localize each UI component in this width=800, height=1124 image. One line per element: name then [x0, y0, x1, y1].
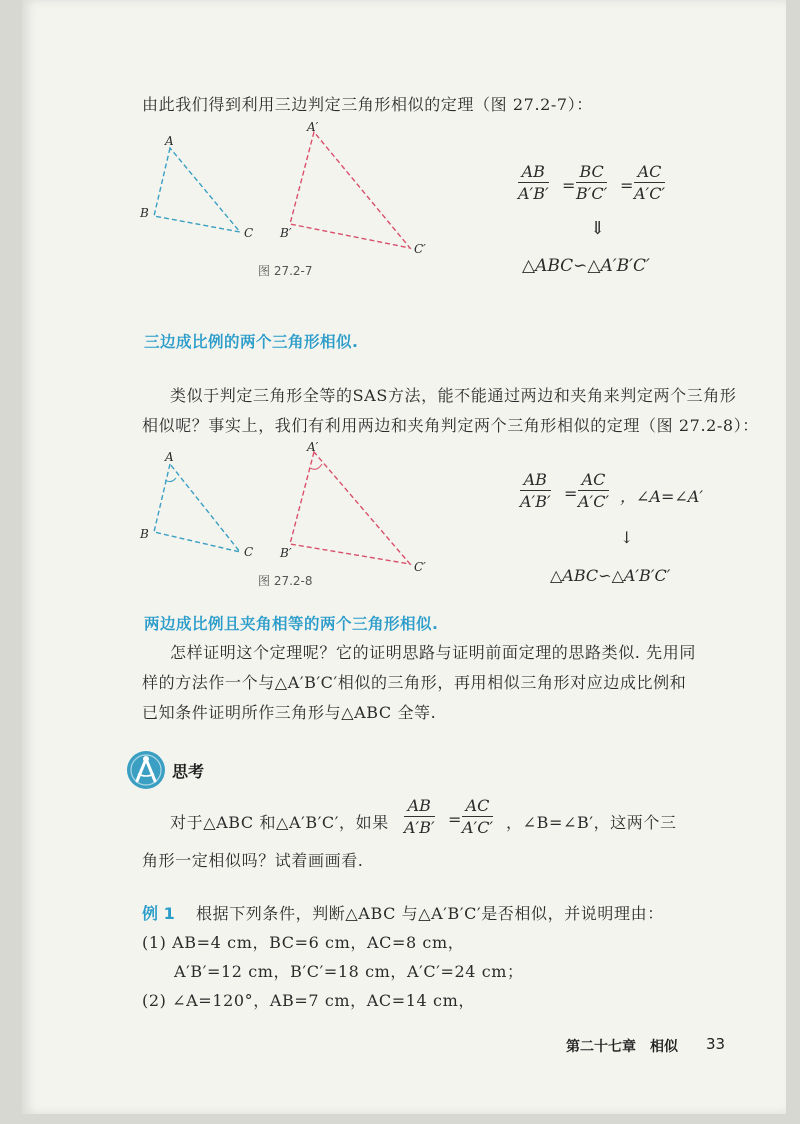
think-frac-ac: $\frac{AC}{A'C'}$ — [462, 796, 494, 837]
formula1-equals-2: = — [620, 176, 634, 195]
fig2-label-b-prime: B′ — [280, 546, 292, 560]
fig1-label-a-prime: A′ — [307, 120, 319, 134]
para3-line3: 已知条件证明所作三角形与△ABC 全等. — [142, 703, 437, 722]
large-triangle — [290, 132, 410, 248]
small-triangle-2 — [154, 464, 240, 552]
think-equals: = — [448, 810, 462, 829]
figure-27-2-8 — [130, 440, 460, 580]
compass-icon — [126, 750, 166, 790]
fig1-label-b-prime: B′ — [280, 226, 292, 240]
formula2-angle-condition: ，∠A=∠A′ — [620, 487, 703, 506]
footer-chapter: 第二十七章 — [566, 1039, 636, 1055]
fig1-label-b: B — [140, 206, 149, 220]
think-title: 思考 — [172, 762, 205, 781]
footer-section: 相似 — [650, 1039, 678, 1055]
fig1-label-c: C — [244, 226, 254, 240]
formula2-frac-ac: $\frac{AC}{A'C'}$ — [578, 470, 610, 511]
formula1-result: △ABC∽△A′B′C′ — [522, 256, 650, 276]
figure-27-2-7 — [130, 120, 460, 270]
large-triangle-2 — [290, 452, 410, 564]
fig1-label-a: A — [165, 134, 174, 148]
think-line1-post: ，∠B=∠B′，这两个三 — [506, 813, 677, 832]
formula2-equals: = — [564, 484, 578, 503]
intro-text: 由此我们得到利用三边判定三角形相似的定理（图 27.2-7）： — [142, 95, 593, 114]
theorem-sas: 两边成比例且夹角相等的两个三角形相似. — [144, 615, 439, 633]
fig2-label-a: A — [165, 450, 174, 464]
fig2-label-a-prime: A′ — [307, 440, 319, 454]
page-number: 33 — [706, 1035, 726, 1053]
example-text: 根据下列条件，判断△ABC 与△A′B′C′是否相似，并说明理由： — [196, 904, 664, 923]
example-item1-line2: A′B′=12 cm，B′C′=18 cm，A′C′=24 cm； — [174, 962, 524, 981]
fig1-caption: 图 27.2-7 — [258, 264, 313, 278]
formula2-result: △ABC∽△A′B′C′ — [550, 566, 671, 585]
formula1-frac-ac: $\frac{AC}{A'C'}$ — [634, 162, 666, 203]
example-item2: (2) ∠A=120°，AB=7 cm，AC=14 cm， — [142, 991, 475, 1010]
think-frac-ab: $\frac{AB}{A'B'}$ — [404, 796, 435, 837]
fig2-caption: 图 27.2-8 — [258, 574, 313, 588]
fig2-label-c: C — [244, 545, 254, 559]
para2-line2: 相似呢？事实上，我们有利用两边和夹角判定两个三角形相似的定理（图 27.2-8）： — [142, 416, 759, 435]
para3-line1: 怎样证明这个定理呢？它的证明思路与证明前面定理的思路类似. 先用同 — [170, 643, 696, 662]
large-angle-arc — [310, 464, 322, 469]
think-line2: 角形一定相似吗？试着画画看. — [142, 851, 364, 870]
formula1-arrow: ⇓ — [590, 218, 606, 239]
example-label: 例 1 — [142, 904, 175, 923]
para2-line1: 类似于判定三角形全等的SAS方法，能不能通过两边和夹角来判定两个三角形 — [170, 386, 737, 405]
fig1-label-c-prime: C′ — [414, 242, 426, 256]
fig2-label-c-prime: C′ — [414, 560, 426, 574]
para3-line2: 样的方法作一个与△A′B′C′相似的三角形，再用相似三角形对应边成比例和 — [142, 673, 687, 692]
formula1-frac-ab: $\frac{AB}{A'B'}$ — [518, 162, 549, 203]
formula1-frac-bc: $\frac{BC}{B'C'}$ — [576, 162, 608, 203]
think-line1-pre: 对于△ABC 和△A′B′C′，如果 — [170, 813, 389, 832]
small-triangle — [154, 148, 240, 232]
formula2-arrow: ↓ — [620, 528, 634, 547]
fig2-label-b: B — [140, 527, 149, 541]
formula2-frac-ab: $\frac{AB}{A'B'}$ — [520, 470, 551, 511]
example-item1-line1: (1) AB=4 cm，BC=6 cm，AC=8 cm， — [142, 933, 465, 952]
theorem-sss: 三边成比例的两个三角形相似. — [144, 333, 359, 351]
formula1-equals-1: = — [562, 176, 576, 195]
